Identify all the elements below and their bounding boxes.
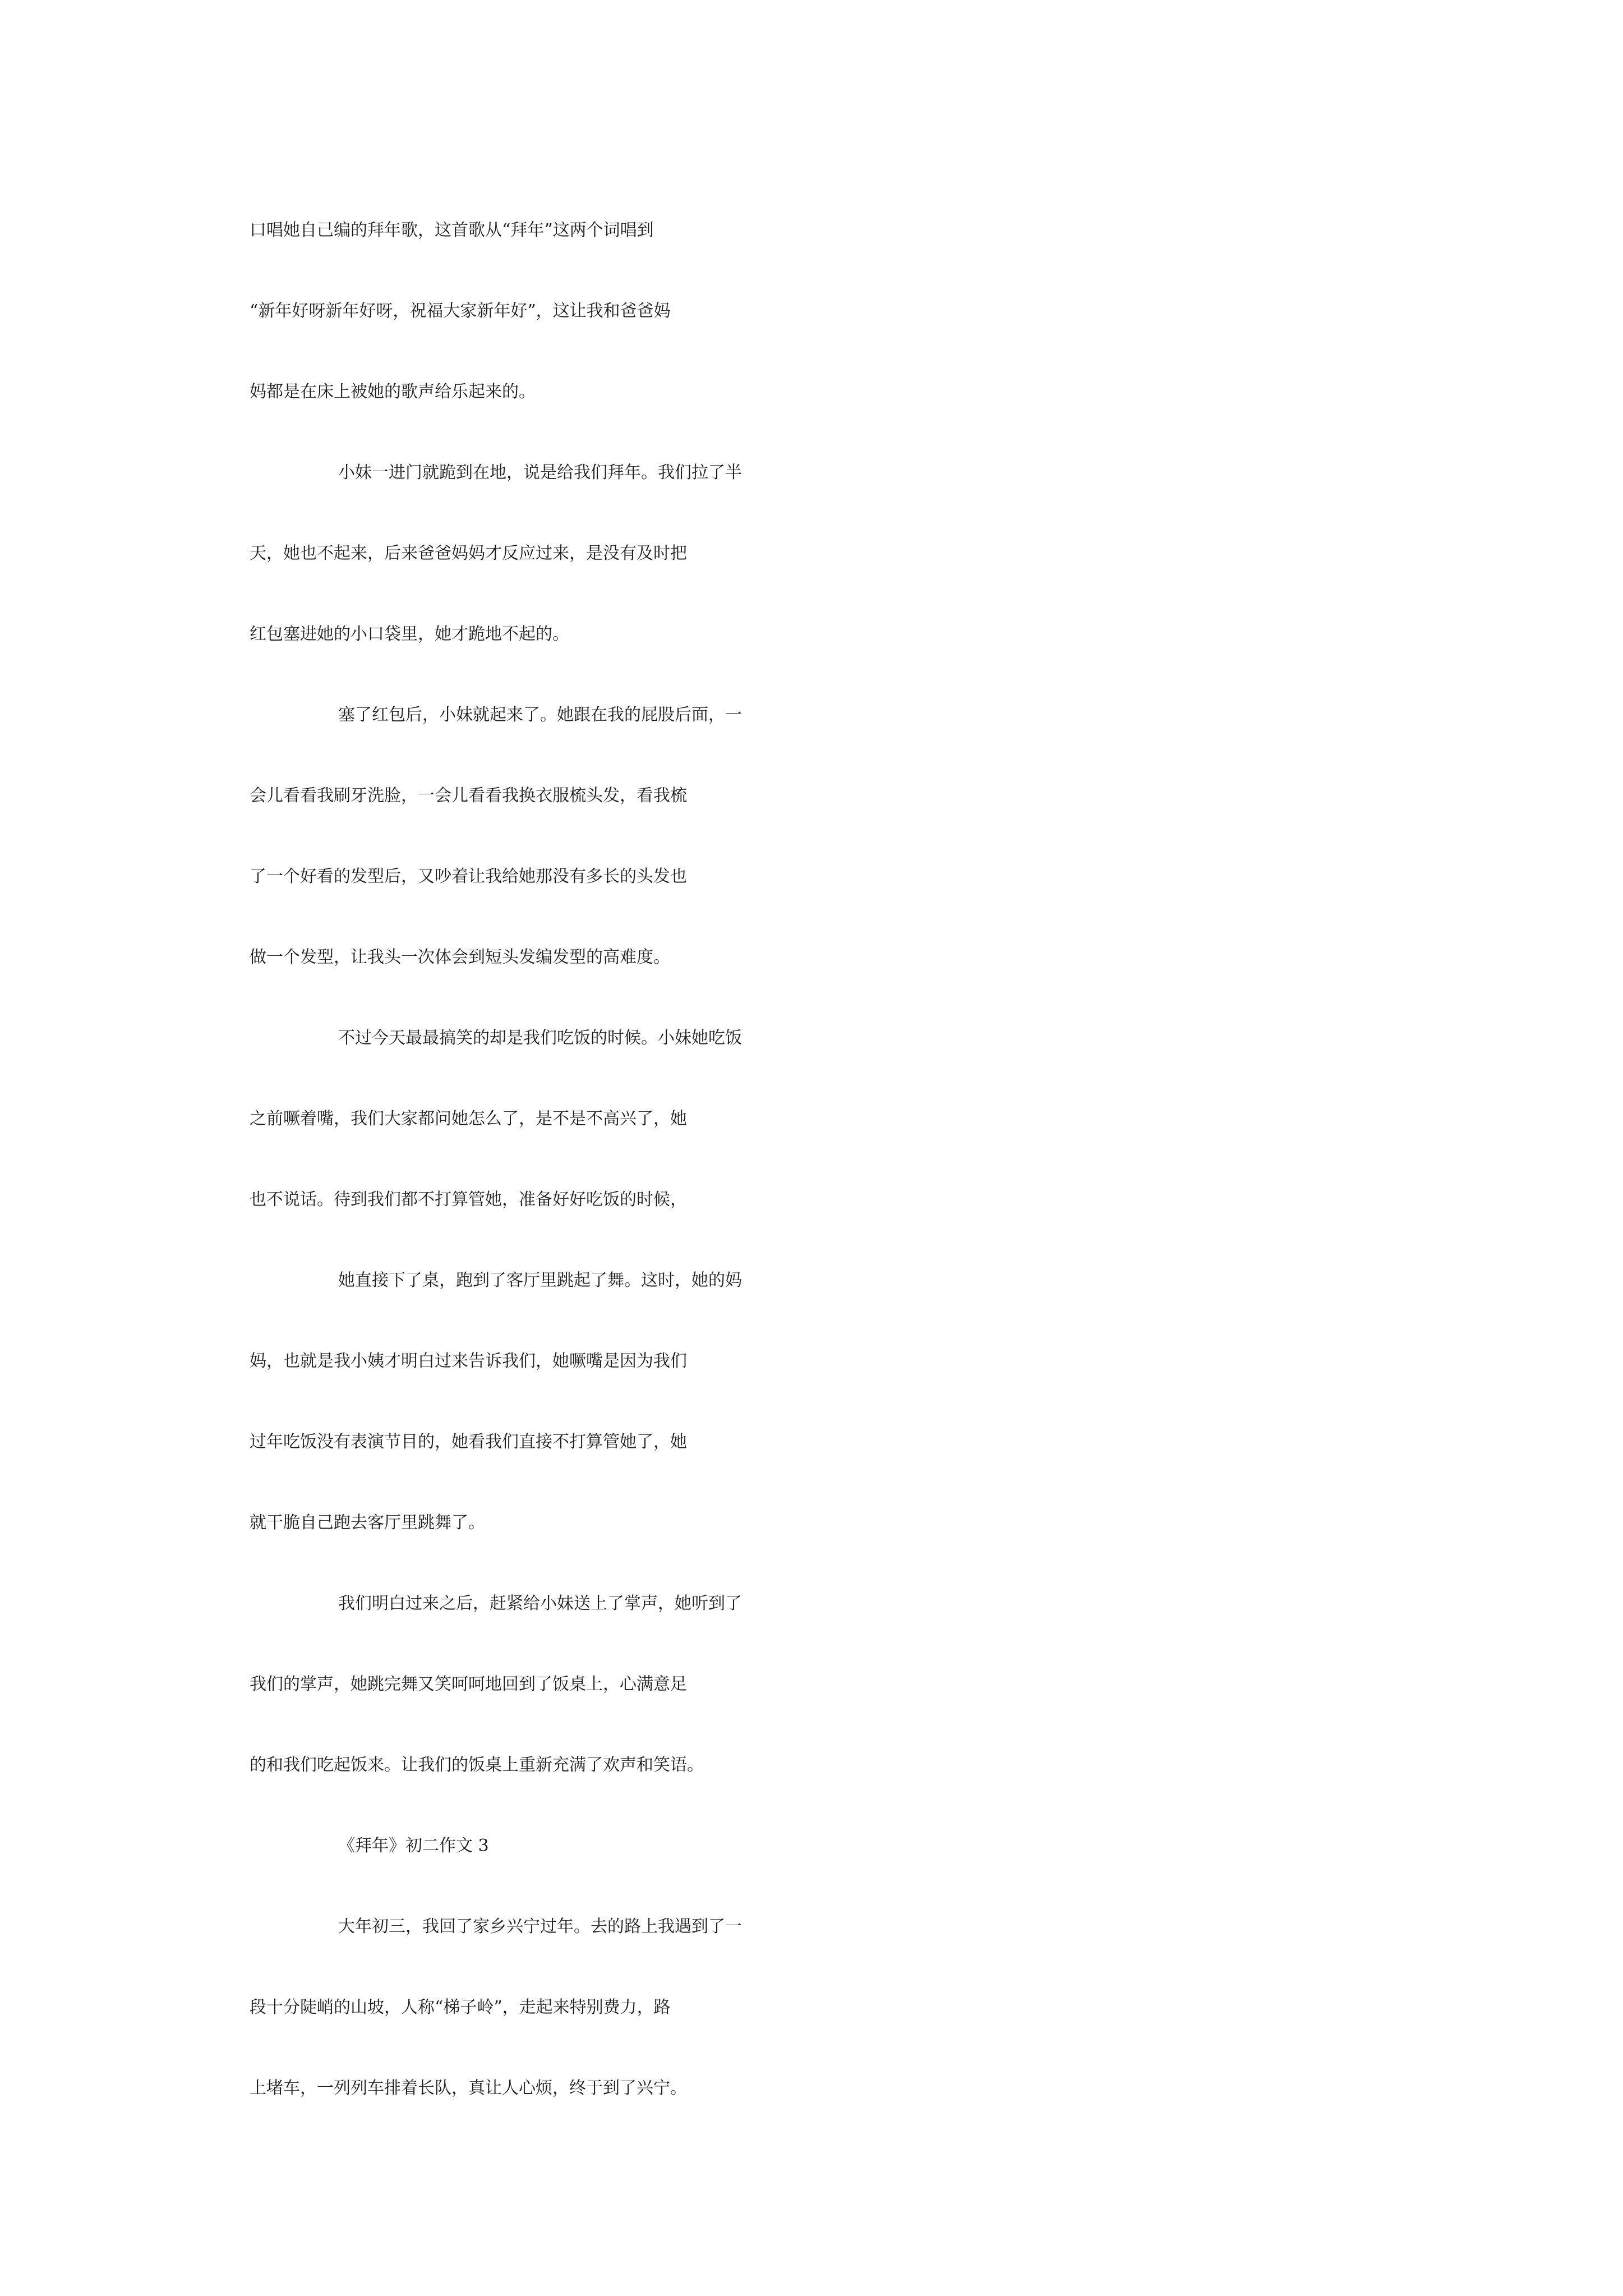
paragraph-first-line: 塞了红包后，小妹就起来了。她跟在我的屁股后面，一 <box>338 705 742 725</box>
paragraph-first-line: 我们明白过来之后，赶紧给小妹送上了掌声，她听到了 <box>338 1594 742 1613</box>
text-line: 会儿看看我刷牙洗脸，一会儿看看我换衣服梳头发，看我梳 <box>250 786 687 806</box>
text-line: 做一个发型，让我头一次体会到短头发编发型的高难度。 <box>250 947 670 967</box>
paragraph-first-line: 不过今天最最搞笑的却是我们吃饭的时候。小妹她吃饭 <box>338 1028 742 1048</box>
text-line: 段十分陡峭的山坡，人称“梯子岭”，走起来特别费力，路 <box>250 1998 671 2017</box>
text-line: 就干脆自己跑去客厅里跳舞了。 <box>250 1513 485 1533</box>
text-line: 妈，也就是我小姨才明白过来告诉我们，她噘嘴是因为我们 <box>250 1351 687 1371</box>
text-line: 妈都是在床上被她的歌声给乐起来的。 <box>250 382 536 402</box>
section-heading: 《拜年》初二作文 3 <box>338 1836 489 1856</box>
text-line: 的和我们吃起饭来。让我们的饭桌上重新充满了欢声和笑语。 <box>250 1755 704 1775</box>
text-line: 之前噘着嘴，我们大家都问她怎么了，是不是不高兴了，她 <box>250 1109 687 1129</box>
paragraph-first-line: 她直接下了桌，跑到了客厅里跳起了舞。这时，她的妈 <box>338 1271 742 1290</box>
text-line: 天，她也不起来，后来爸爸妈妈才反应过来，是没有及时把 <box>250 544 687 563</box>
text-line: 口唱她自己编的拜年歌，这首歌从“拜年”这两个词唱到 <box>250 220 654 240</box>
text-line: 也不说话。待到我们都不打算管她，准备好好吃饭的时候， <box>250 1190 687 1209</box>
paragraph-first-line: 大年初三，我回了家乡兴宁过年。去的路上我遇到了一 <box>338 1917 742 1936</box>
paragraph-first-line: 小妹一进门就跪到在地，说是给我们拜年。我们拉了半 <box>338 463 742 482</box>
text-line: “新年好呀新年好呀，祝福大家新年好”，这让我和爸爸妈 <box>250 301 671 321</box>
text-line: 我们的掌声，她跳完舞又笑呵呵地回到了饭桌上，心满意足 <box>250 1674 687 1694</box>
text-line: 过年吃饭没有表演节目的，她看我们直接不打算管她了，她 <box>250 1432 687 1452</box>
text-line: 上堵车，一列列车排着长队，真让人心烦，终于到了兴宁。 <box>250 2078 687 2098</box>
text-line: 了一个好看的发型后，又吵着让我给她那没有多长的头发也 <box>250 867 687 886</box>
text-line: 红包塞进她的小口袋里，她才跪地不起的。 <box>250 624 569 644</box>
